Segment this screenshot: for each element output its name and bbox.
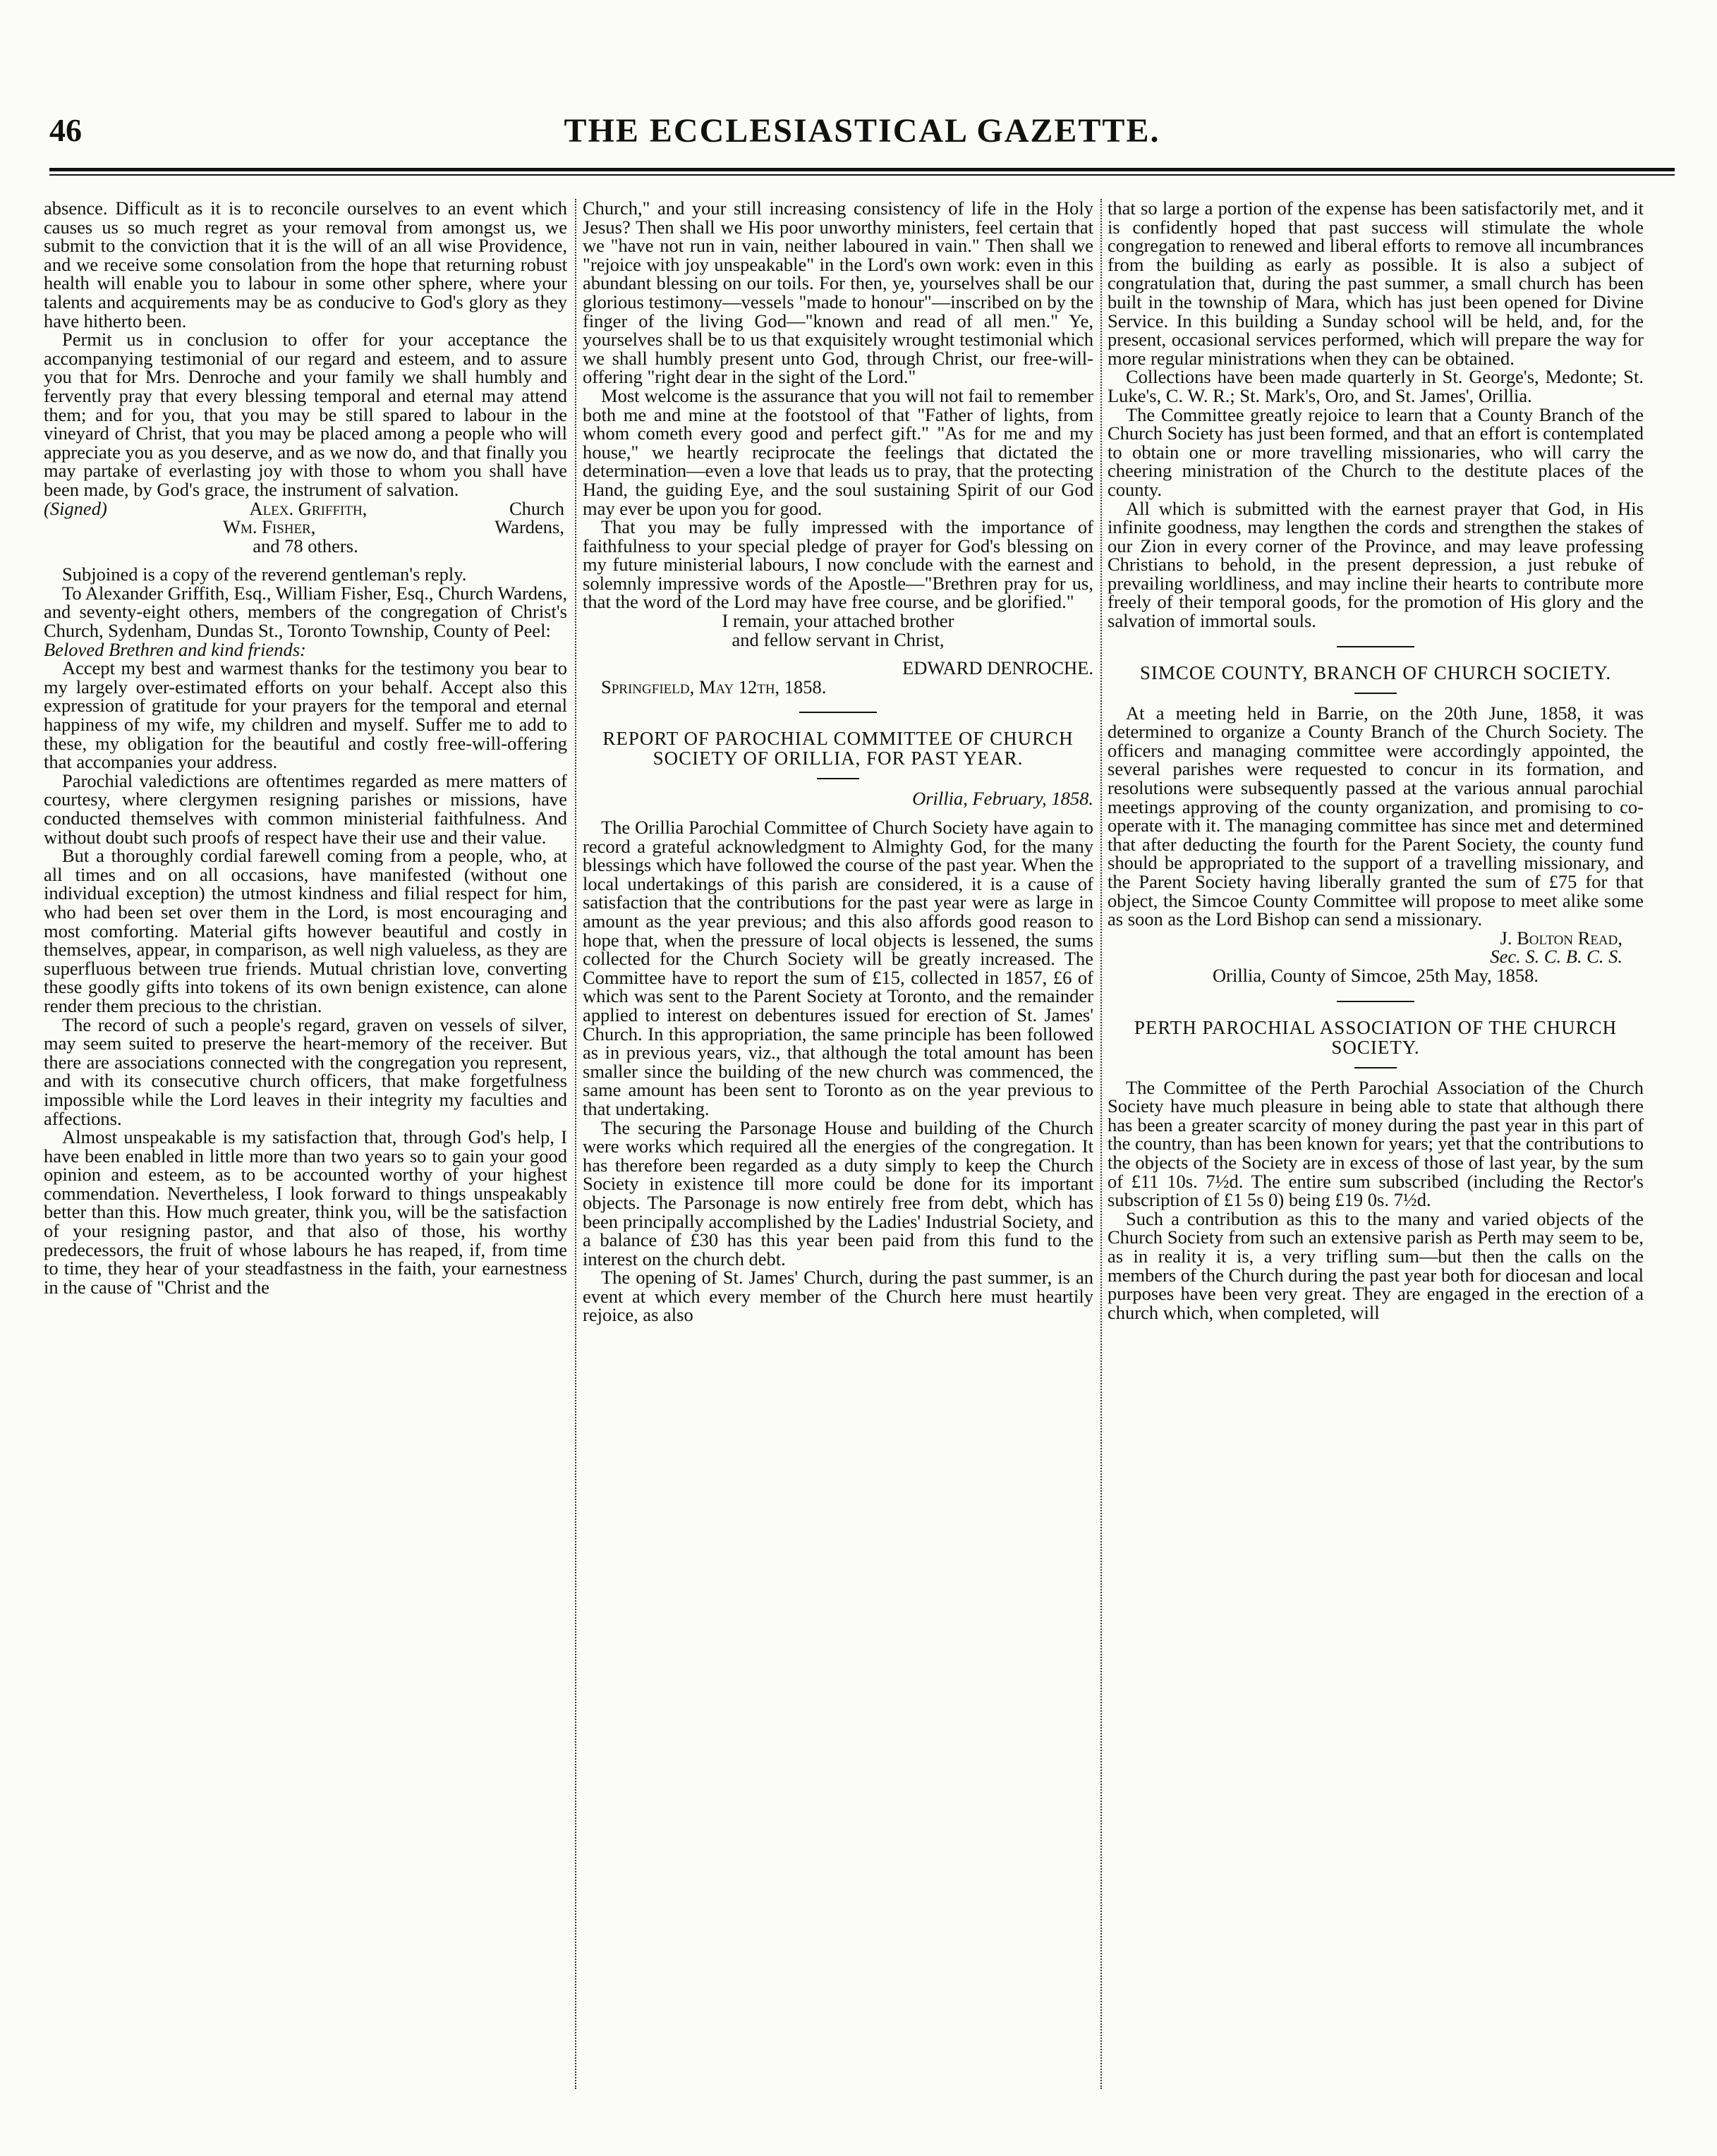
paragraph: Collections have been made quarterly in St. George's, Medonte; St. Luke's, C. W. R.; St. Mark's, Oro, and St. James', Orillia. — [1108, 366, 1644, 406]
signer-role-1: Church — [509, 497, 564, 519]
paragraph: The record of such a people's regard, graven on vessels of silver, may seem suited to preserve the heart-memory of the receiver. But there are associations connected with the congregation you represent, and with its consecutive church officers, that make forgetfulness impossible while the Lord leaves in their integrity my faculties and affections. — [44, 1013, 567, 1129]
paragraph: All which is submitted with the earnest prayer that God, in His infinite goodness, may lengthen the cords and strengthen the stakes of our Zion in every corner of the Province, and may leave professing Christians to behold, in the present depression, a just rebuke of prevailing worldliness, and may incline their hearts to contribute more freely of their temporal goods, for the promotion of His glory and the salvation of immortal souls. — [1108, 497, 1644, 632]
paragraph: Church," and your still increasing consistency of life in the Holy Jesus? Then shall we His poor unworthy ministers, feel certain that we "have not run in vain, neither laboured in vain." Then shall we "rejoice with joy unspeakable" in the Lord's own work: even in this abundant blessing on our toils. For then, ye, yourselves shall be our glorious testimony—vessels "made to honour"—inscribed on by the finger of the living God—"known and read of all men." Ye, yourselves shall be to us that exquisitely wrought testimonial which we shall humbly present unto God, through Christ, our free-will-offering "right dear in the sight of the Lord." — [583, 197, 1093, 388]
paragraph: absence. Difficult as it is to reconcile ourselves to an event which causes us so much regret as your removal from amongst us, we submit to the conviction that it is the will of an all wise Providence, and we receive some consolation from the hope that returning robust health will enable you to labour in some other sphere, where your talents and acquirements may be as conducive to God's glory as they have hitherto been. — [44, 197, 567, 331]
short-rule — [817, 778, 859, 779]
paragraph: Permit us in conclusion to offer for your acceptance the accompanying testimonial of our regard and esteem, and to assure you that for Mrs. Denroche and your family we shall humbly and fervently pray that every blessing temporal and eternal may attend them; and for you, that you may be still spared to labour in the vineyard of Christ, that you may be placed among a people who will appreciate you as you deserve, and as we now do, and that finally you may partake of everlasting joy with those to whom you shall have been made, by God's grace, the instrument of salvation. — [44, 329, 567, 500]
section-rule — [799, 712, 877, 713]
letter-signature: EDWARD DENROCHE. — [902, 657, 1093, 679]
paragraph: that so large a portion of the expense has been satisfactorily met, and it is confidently hoped that past success will stimulate the whole congregation to renewed and liberal efforts to remove all incumbrances from the building as early as possible. It is also a subject of congratulation that, during the past summer, a small church has been built in the township of Mara, which has just been opened for Divine Service. In this building a Sunday school will be held, and, for the present, occasional services performed, which will prepare the way for more regular ministrations when they can be obtained. — [1108, 197, 1644, 369]
header-rule-thin — [49, 174, 1675, 176]
page-number: 46 — [49, 112, 82, 148]
header-rule-thick — [49, 168, 1675, 171]
paragraph: That you may be fully impressed with the importance of faithfulness to your special pledge of prayer for God's blessing on my future ministerial labours, I now conclude with the earnest and solemnly impressive words of the Apostle—"Brethren pray for us, that the word of the Lord may have free course, and be glorified." — [583, 516, 1093, 613]
report-signer: J. Bolton Read, — [1500, 927, 1622, 949]
signer-2: Wm. Fisher, — [222, 516, 316, 538]
paragraph: At a meeting held in Barrie, on the 20th June, 1858, it was determined to organize a County Branch of the Church Society. The officers and managing committee were accordingly appointed, the several parishes were requested to concur in its formation, and resolutions were subsequently passed at the various annual parochial meetings approving of the county organization, and promising to co-operate with it. The managing committee has since met and determined that after deducting the fourth for the Parent Society, the county fund should be appropriated to the support of a travelling missionary, and the Parent Society having liberally granted the sum of £75 for that object, the Simcoe County Committee will propose to meet alike some as soon as the Lord Bishop can send a missionary. — [1108, 702, 1644, 930]
section-heading-orillia: REPORT OF PAROCHIAL COMMITTEE OF CHURCH SOCIETY OF ORILLIA, FOR PAST YEAR. — [602, 728, 1074, 769]
signer-names — [249, 499, 367, 518]
report-signer-title: Sec. S. C. B. C. S. — [1490, 946, 1622, 968]
closing-line-2: and fellow servant in Christ, — [732, 628, 945, 650]
column-2 — [583, 199, 1093, 1324]
paragraph: But a thoroughly cordial farewell coming from a people, who, at all times and on all occasions, have manifested (without one individual exception) the utmost kindness and filial respect for him, who had been set over them in the Lord, is most encouraging and most comforting. Material gifts however beautiful and costly in themselves, appear, in comparison, as well nigh valueless, as they are superfluous between true friends. Mutual christian love, converting these goodly gifts into tokens of its own benign existence, can alone render them precious to the christian. — [44, 845, 567, 1016]
dateline: Springfield, May 12th, 1858. — [601, 676, 827, 698]
paragraph: Most welcome is the assurance that you will not fail to remember both me and mine at the footstool of that "Father of lights, from whom cometh every good and perfect gift." "As for me and my house," we heartly reciprocate the feelings that dictated the determination—even a love that leads us to pray, that the protecting Hand, the guiding Eye, and the soul sustaining Spirit of our God may ever be upon you for good. — [583, 384, 1093, 519]
column-divider-2 — [1100, 199, 1102, 2089]
short-rule — [1354, 1067, 1397, 1068]
paragraph: Parochial valedictions are oftentimes regarded as mere matters of courtesy, where clergymen resigning parishes or missions, have conducted themselves with common ministerial faithfulness. And without doubt such proofs of respect have their use and their value. — [44, 769, 567, 848]
section-rule — [1337, 646, 1414, 647]
page-header — [49, 111, 1675, 162]
section-heading-perth: PERTH PAROCHIAL ASSOCIATION OF THE CHURCH SOCIETY. — [1134, 1016, 1618, 1058]
paragraph: The Committee of the Perth Parochial Association of the Church Society have much pleasure in being able to state that although there has been a greater scarcity of money during the past year in this part of the country, than has been known for years; yet that the contributions to the objects of the Society are in excess of those of last year, by the sum of £11 10s. 7½d. The entire sum subscribed (including the Rector's subscription of £1 5s 0) being £19 0s. 7½d. — [1108, 1076, 1644, 1211]
closing-line-1: I remain, your attached brother — [722, 610, 954, 632]
address-line: To Alexander Griffith, Esq., William Fisher, Esq., Church Wardens, and seventy-eight others, members of the congregation of Christ's Church, Sydenham, Dundas St., Toronto Township, County of Peel: — [44, 582, 567, 642]
signer-1: Alex. Griffith, — [249, 497, 368, 519]
section-rule — [1337, 1001, 1414, 1002]
paragraph: The opening of St. James' Church, during the past summer, is an event at which every member of the Church here must heartily rejoice, as also — [583, 1267, 1093, 1326]
paragraph: The Orillia Parochial Committee of Church Society have again to record a grateful acknowledgment to Almighty God, for the many blessings which have followed the course of the past year. When the local undertakings of this parish are considered, it is a cause of satisfaction that the contributions for the past year were as large in amount as the year previous; and this also affords good reason to hope that, when the pressure of local objects is lessened, the sums collected for the Church Society will be greatly increased. The Committee have to report the sum of £15, collected in 1857, £6 of which was sent to the Parent Society at Toronto, and the remainder applied to interest on debentures issued for erection of St. James' Church. In this appropriation, the same principle has been followed as in previous years, viz., that although the total amount has been smaller since the building of the new church was commenced, the same amount has been sent to Toronto as on the year previous to that undertaking. — [583, 817, 1093, 1119]
place-date: Orillia, February, 1858. — [912, 788, 1093, 810]
column-divider-1 — [575, 199, 576, 2089]
paragraph: Almost unspeakable is my satisfaction that, through God's help, I have been enabled in little more than two years so to gain your good opinion and esteem, as to be accounted worthy of your highest commendation. Nevertheless, I look forward to things unspeakably better than this. How much greater, think you, will be the satisfaction of your resigning pastor, and that also of those, his worthy predecessors, the fruit of whose labours he has reaped, if, from time to time, they hear of your steadfastness in the faith, your earnestness in the cause of "Christ and the — [44, 1126, 567, 1298]
signature-block-2 — [44, 518, 567, 537]
signature-block — [44, 499, 567, 518]
report-signer-place: Orillia, County of Simcoe, 25th May, 1858. — [1213, 964, 1539, 986]
paragraph: Accept my best and warmest thanks for the testimony you bear to my largely over-estimated efforts on your behalf. Accept also this expression of gratitude for your prayers for the temporal and eternal happiness of my wife, my children and myself. Suffer me to add to these, my obligation for the beautiful and costly free-will-offering that accompanies your address. — [44, 657, 567, 773]
paragraph: The securing the Parsonage House and building of the Church were works which required all the energies of the congregation. It has therefore been regarded as a duty simply to keep the Church Society in existence till more could be done for its important objects. The Parsonage is now entirely free from debt, which has been principally accomplished by the Ladies' Industrial Society, and a balance of £30 has this year been paid from this fund to the interest on the church debt. — [583, 1116, 1093, 1269]
signed-label: (Signed) — [44, 497, 107, 519]
column-1 — [44, 199, 567, 1296]
paragraph: Subjoined is a copy of the reverend gentleman's reply. — [62, 564, 467, 585]
short-rule — [1354, 693, 1397, 694]
section-heading-simcoe: SIMCOE COUNTY, BRANCH OF CHURCH SOCIETY. — [1139, 662, 1612, 683]
signer-role-2: Wardens, — [495, 516, 564, 538]
signers-others: and 78 others. — [253, 535, 358, 556]
column-3 — [1108, 199, 1644, 1322]
masthead-title: THE ECCLESIASTICAL GAZETTE. — [564, 112, 1160, 150]
paragraph: The Committee greatly rejoice to learn that a County Branch of the Church Society has just been formed, and that an effort is contemplated to obtain one or more travelling missionaries, who will carry the cheering ministration of the Church to the destitute places of the county. — [1108, 403, 1644, 500]
paragraph: Such a contribution as this to the many and varied objects of the Church Society from such an extensive parish as Perth may seem to be, as in reality it is, a very trifling sum—but then the calls on the members of the Church during the past year both for diocesan and local purposes have been very great. They are engaged in the erection of a church which, when completed, will — [1108, 1207, 1644, 1323]
salutation: Beloved Brethren and kind friends: — [44, 638, 306, 660]
